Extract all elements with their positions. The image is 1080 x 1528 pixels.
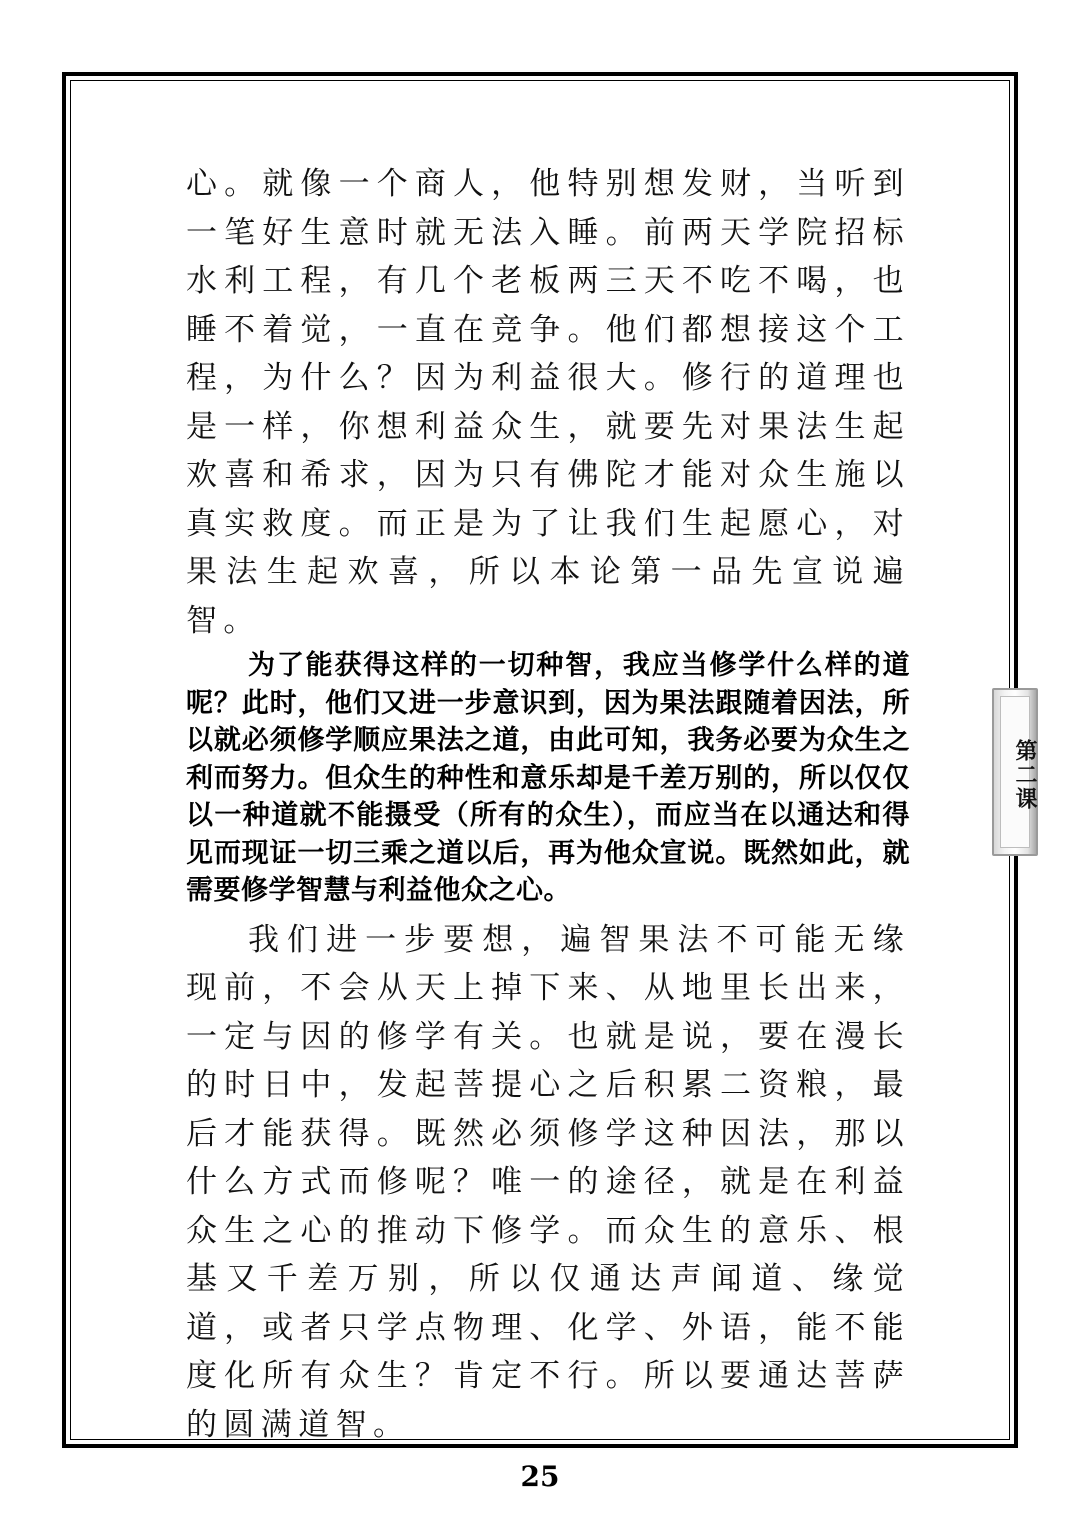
- chapter-side-tab: [992, 688, 1038, 856]
- page-number: 25: [520, 1460, 560, 1493]
- paragraph-commentary-1: 心。就像一个商人，他特别想发财，当听到一笔好生意时就无法入睡。前两天学院招标水利工程，有几个老板两三天不吃不喝，也睡不着觉，一直在竞争。他们都想接这个工程，为什么？因为利益很大。修行的道理也是一样，你想利益众生，就要先对果法生起欢喜和希求，因为只有佛陀才能对众生施以真实救度。而正是为了让我们生起愿心，对果法生起欢喜，所以本论第一品先宣说遍智。: [186, 166, 910, 639]
- chapter-side-tab-label: 第二课: [1012, 739, 1038, 811]
- paragraph-commentary-2: 我们进一步要想，遍智果法不可能无缘现前，不会从天上掉下来、从地里长出来，一定与因的修学有关。也就是说，要在漫长的时日中，发起菩提心之后积累二资粮，最后才能获得。既然必须修学这种因法，那以什么方式而修呢？唯一的途径，就是在利益众生之心的推动下修学。而众生的意乐、根基又千差万别，所以仅通达声闻道、缘觉道，或者只学点物理、化学、外语，能不能度化所有众生？肯定不行。所以要通达菩萨的圆满道智。: [186, 921, 910, 1443]
- paragraph-root-text: 为了能获得这样的一切种智，我应当修学什么样的道呢？此时，他们又进一步意识到，因为果法跟随着因法，所以就必须修学顺应果法之道，由此可知，我务必要为众生之利而努力。但众生的种性和意乐却是千差万别的，所以仅仅以一种道就不能摄受（所有的众生），而应当在以通达和得见而现证一切三乘之道以后，再为他众宣说。既然如此，就需要修学智慧与利益他众之心。: [186, 650, 910, 906]
- page-body: [186, 160, 910, 1449]
